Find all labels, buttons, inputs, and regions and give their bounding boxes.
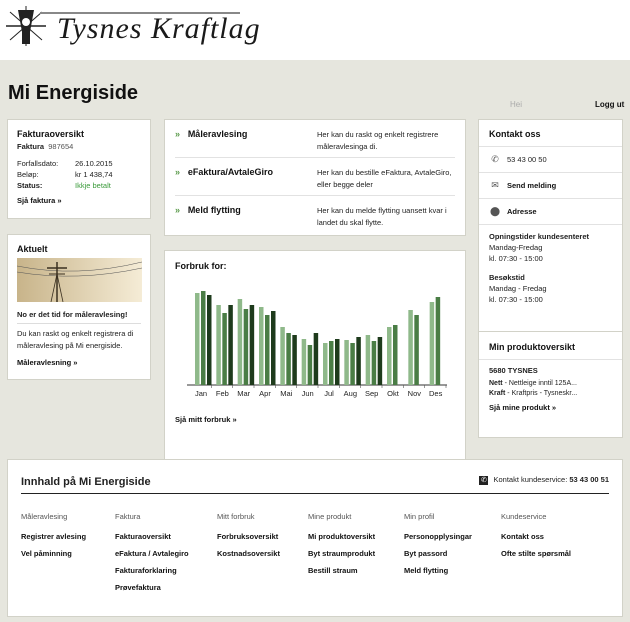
usage-bar[interactable] [265,315,270,385]
page-title: Mi Energiside [8,82,139,104]
footer-col-head: Faktura [115,512,141,521]
chart-month-label: Jan [194,389,208,398]
usage-bar[interactable] [222,313,227,385]
news-body: Du kan raskt og enkelt registrera di måleravlesing på Mi energiside. [17,329,134,350]
view-invoice-link[interactable]: Sjå faktura » [17,196,62,205]
send-message-link[interactable]: Send melding [507,181,557,190]
footer-link[interactable]: Byt passord [404,549,448,558]
amount-label: Beløp: [17,170,39,179]
footer-link[interactable]: Ofte stilte spørsmål [501,549,572,558]
phone-icon: ✆ [480,477,487,484]
footer-link[interactable]: Mi produktoversikt [308,532,376,541]
usage-bar[interactable] [344,340,349,385]
logo-text: Tysnes Kraftlag [57,12,261,45]
lantern-logo-icon [2,2,50,50]
footer-link[interactable]: Personopplysingar [404,532,472,541]
greeting: Hei [510,100,523,109]
action-label[interactable]: Meld flytting [187,205,241,215]
footer-link[interactable]: Byt straumprodukt [308,549,376,558]
invoice-title: Fakturaoversikt [17,129,85,139]
usage-bar[interactable] [335,339,340,385]
power-line-image [17,258,142,302]
product-line1-label: Nett [489,380,503,387]
product-line2-label: Kraft [489,390,506,397]
footer-col-head: Mine produkt [308,512,352,521]
action-move[interactable] [175,196,455,233]
main-area [0,60,630,622]
footer-col-head: Min profil [404,512,435,521]
usage-bar[interactable] [228,305,233,385]
due-label: Forfallsdato: [17,159,59,168]
usage-bar[interactable] [207,295,212,385]
usage-bar[interactable] [329,341,334,385]
map-pin-icon: ⬤ [489,206,501,216]
chart-month-label: Mai [280,389,293,398]
hours-time: kl. 07:30 - 15:00 [489,254,543,263]
meter-reading-link[interactable]: Måleravlesning » [17,358,78,367]
footer-col-head: Måleravlesing [21,512,68,521]
cs-label: Kontakt kundeservice: [493,475,568,484]
usage-bar[interactable] [414,315,419,385]
chart-month-label: Aug [343,389,358,398]
usage-bar[interactable] [314,333,319,385]
usage-link[interactable]: Sjå mitt forbruk » [175,415,237,424]
usage-bar[interactable] [350,343,355,385]
contact-address-row[interactable] [489,199,612,224]
hours-days: Mandag-Fredag [489,243,543,252]
footer-link[interactable]: Kontakt oss [501,532,544,541]
footer-col-usage [217,508,280,562]
site-header [0,0,630,60]
product-line1-value: - Nettleige inntil 125A... [504,380,577,387]
status-label: Status: [17,181,43,190]
footer-col-invoice [115,508,189,596]
customer-service-contact[interactable] [479,475,609,485]
action-efaktura[interactable] [175,158,455,195]
usage-bar[interactable] [393,325,398,385]
chevron-right-icon: » [175,129,181,139]
usage-bar[interactable] [195,293,200,385]
invoice-number: 987654 [48,142,74,151]
chevron-right-icon: » [175,205,181,215]
footer-link[interactable]: Kostnadsoversikt [217,549,280,558]
usage-bar[interactable] [378,337,383,385]
usage-bar[interactable] [238,299,243,385]
usage-card [164,250,466,485]
usage-bar[interactable] [436,297,441,385]
footer-card [7,459,623,617]
usage-bar[interactable] [323,343,328,385]
visit-time: kl. 07:30 - 15:00 [489,295,543,304]
invoice-card [7,119,151,219]
contact-message-row[interactable] [489,173,612,198]
address-link[interactable]: Adresse [507,207,537,216]
footer-col-support [501,508,571,562]
footer-link[interactable]: Bestill straum [308,566,358,575]
envelope-icon: ✉ [491,180,499,190]
usage-bar[interactable] [280,327,285,385]
logout-link[interactable]: Logg ut [595,100,625,109]
footer-link[interactable]: Registrer avlesing [21,532,87,541]
usage-bar[interactable] [302,339,307,385]
footer-title: Innhald på Mi Energiside [21,476,151,488]
usage-bar[interactable] [259,307,264,385]
footer-link[interactable]: Vel påminning [21,549,72,558]
usage-bar[interactable] [372,341,377,385]
usage-bar[interactable] [292,335,297,385]
usage-bar[interactable] [366,335,371,385]
chart-month-label: Nov [407,389,422,398]
contact-phone-row[interactable] [489,147,612,172]
news-card [7,234,151,380]
usage-bar[interactable] [250,305,255,385]
contact-title: Kontakt oss [489,129,541,139]
products-link[interactable]: Sjå mine produkt » [489,403,557,412]
footer-col-profile [404,508,472,579]
usage-title: Forbruk for: [175,261,227,271]
usage-bar[interactable] [408,310,413,385]
usage-bar[interactable] [286,333,291,385]
contact-phone[interactable]: 53 43 00 50 [507,155,547,164]
footer-link[interactable]: eFaktura / Avtalegiro [115,549,189,558]
usage-bar[interactable] [387,327,392,385]
footer-col-head: Kundeservice [501,512,547,521]
footer-link[interactable]: Forbruksoversikt [217,532,279,541]
footer-col-products [308,508,375,579]
news-headline: No er det tid for måleravlesing! [17,310,128,319]
footer-col-head: Mitt forbruk [217,512,255,521]
usage-bar[interactable] [430,302,435,385]
footer-link[interactable]: Fakturaoversikt [115,532,171,541]
hours-title: Opningstider kundesenteret [489,232,590,241]
usage-chart [175,277,455,407]
action-desc: Her kan du melde flytting uansett kvar i landet du skal flytte. [316,206,447,227]
footer-link[interactable]: Prøvefaktura [115,583,161,592]
news-title: Aktuelt [17,244,48,254]
due-value: 26.10.2015 [75,159,113,168]
action-desc: Her kan du raskt og enkelt registrere måleravlesinga di. [316,130,439,151]
cs-phone[interactable]: 53 43 00 51 [569,475,609,484]
usage-bar[interactable] [201,291,206,385]
usage-bar[interactable] [356,337,361,385]
chart-month-label: Des [428,389,443,398]
footer-link[interactable]: Meld flytting [404,566,449,575]
footer-col-meter [21,508,86,562]
action-label[interactable]: Måleravlesing [187,129,248,139]
product-location: 5680 TYSNES [489,366,538,375]
chart-month-label: Okt [387,389,399,398]
product-line2-value: - Kraftpris - Tysneskr... [507,390,578,397]
chart-month-label: Jun [301,389,314,398]
chevron-right-icon: » [175,167,181,177]
usage-bar[interactable] [244,309,249,385]
visit-days: Mandag - Fredag [489,284,547,293]
products-card [478,331,623,438]
invoice-label: Faktura [17,142,45,151]
chart-month-label: Feb [215,389,229,398]
chart-month-label: Sep [364,389,379,398]
usage-bar[interactable] [308,345,313,385]
usage-bar[interactable] [271,311,276,385]
chart-month-label: Apr [259,389,271,398]
products-title: Min produktoversikt [489,342,576,352]
actions-card [164,119,466,236]
footer-link[interactable]: Fakturaforklaring [115,566,177,575]
usage-bar[interactable] [216,305,221,385]
action-desc: Her kan du bestille eFaktura, AvtaleGiro, eller begge deler [316,168,452,189]
action-label[interactable]: eFaktura/AvtaleGiro [187,167,274,177]
status-badge: Ikkje betalt [75,181,111,190]
chart-month-label: Jul [324,389,334,398]
amount-value: kr 1 438,74 [75,170,113,179]
phone-icon: ✆ [491,154,499,164]
action-meter-reading[interactable] [175,120,455,157]
chart-month-label: Mar [237,389,251,398]
visit-title: Besøkstid [489,273,525,282]
footer-divider [21,493,609,494]
